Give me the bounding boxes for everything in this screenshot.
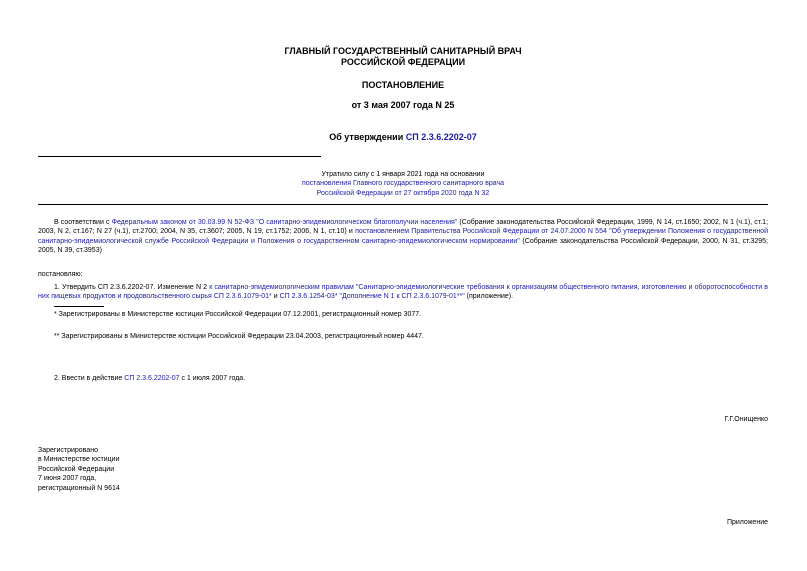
preamble-text-2: (Собрание законодательства Российской Федерации, 1999, N 14, ст.1650; 2002, N 1 (ч.1), ст.1; 2003, N 2, ст.167; N 27 (ч.1), ст.2700; 2004, N 35, ст.3607; 2005, N 19, ст.1752; 2006, N 1, ст.10) и	[38, 219, 769, 236]
status-line: Утратило силу с 1 января 2021 года на основании	[321, 171, 485, 178]
registration-block	[38, 446, 768, 493]
item-1-addendum-link[interactable]: "Дополнение N 1 к СП 2.3.6.1079-01**"	[339, 293, 465, 301]
preamble-text-1: В соответствии с	[54, 219, 112, 226]
item-1-text-2: и	[271, 293, 280, 301]
item-1-text-1: 1. Утвердить СП 2.3.6.2202-07. Изменение N 2	[54, 284, 210, 291]
document-date: от 3 мая 2007 года N 25	[351, 100, 455, 110]
title-link[interactable]: СП 2.3.6.2202-07	[405, 132, 477, 142]
registration-line-4: 7 июня 2007 года,	[38, 475, 97, 483]
registration-line-1: Зарегистрировано	[38, 447, 98, 454]
footnote-divider	[54, 306, 104, 307]
document-header	[38, 46, 768, 69]
item-1-paragraph	[38, 283, 768, 302]
item-2-sp-link[interactable]: СП 2.3.6.2202-07	[124, 375, 180, 382]
registration-line-2: в Министерстве юстиции	[38, 456, 120, 464]
status-link-line-2[interactable]: Российской Федерации от 27 октября 2020 года N 32	[316, 189, 490, 197]
footnote-2: ** Зарегистрированы в Министерстве юстиции Российской Федерации 23.04.2003, регистрационный номер 4447.	[54, 333, 424, 340]
issuer-line-2: РОССИЙСКОЙ ФЕДЕРАЦИИ	[340, 57, 466, 68]
registration-line-3: Российской Федерации	[38, 465, 115, 473]
federal-law-link[interactable]: Федеральным законом от 30.03.99 N 52-ФЗ "О санитарно-эпидемиологическом благополучии населения"	[111, 219, 458, 226]
divider-full	[38, 204, 768, 205]
document-title	[38, 132, 768, 143]
item-1-rules-link[interactable]: к санитарно-эпидемиологическим правилам "Санитарно-эпидемиологические требования к организациям общественного питания, изготовлению и оборотоспособности в них пищевых продуктов и продовольственного сырья СП 2.3.6.1079-01*	[38, 284, 768, 301]
preamble-paragraph	[38, 218, 768, 256]
document-page	[38, 38, 768, 558]
item-2-text-1: 2. Ввести в действие	[54, 375, 125, 382]
preamble-text-3: (Собрание законодательства Российской Федерации, 2000, N 31, ст.3295; 2005, N 39, ст.3953)	[38, 237, 768, 255]
document-type: ПОСТАНОВЛЕНИЕ	[361, 80, 445, 90]
item-2-text-2: с 1 июля 2007 года.	[179, 375, 246, 382]
decree-label: постановляю:	[38, 271, 83, 278]
issuer-line-1: ГЛАВНЫЙ ГОСУДАРСТВЕННЫЙ САНИТАРНЫЙ ВРАЧ	[284, 46, 522, 56]
item-2-paragraph	[54, 374, 768, 383]
item-1-sp-link[interactable]: СП 2.3.6.1254-03*	[279, 293, 338, 301]
status-link-line-1[interactable]: постановления Главного государственного санитарного врача	[301, 180, 505, 188]
government-decree-link[interactable]: постановлением Правительства Российской Федерации от 24.07.2000 N 554 "Об утверждении Положения о государственной санитарно-эпидемиологической службе Российской Федерации и Положения о государственном санитарно-эпидемиологическом нормировании"	[38, 228, 768, 245]
signature: Г.Г.Онищенко	[724, 416, 768, 423]
title-prefix: Об утверждении	[329, 132, 406, 142]
item-1-text-4: (приложение).	[464, 293, 514, 301]
appendix-label: Приложение	[726, 519, 768, 526]
divider-short	[38, 156, 321, 157]
registration-line-5: регистрационный N 9614	[38, 484, 120, 492]
footnote-1: * Зарегистрированы в Министерстве юстиции Российской Федерации 07.12.2001, регистрационный номер 3077.	[54, 311, 422, 318]
status-note	[38, 170, 768, 198]
